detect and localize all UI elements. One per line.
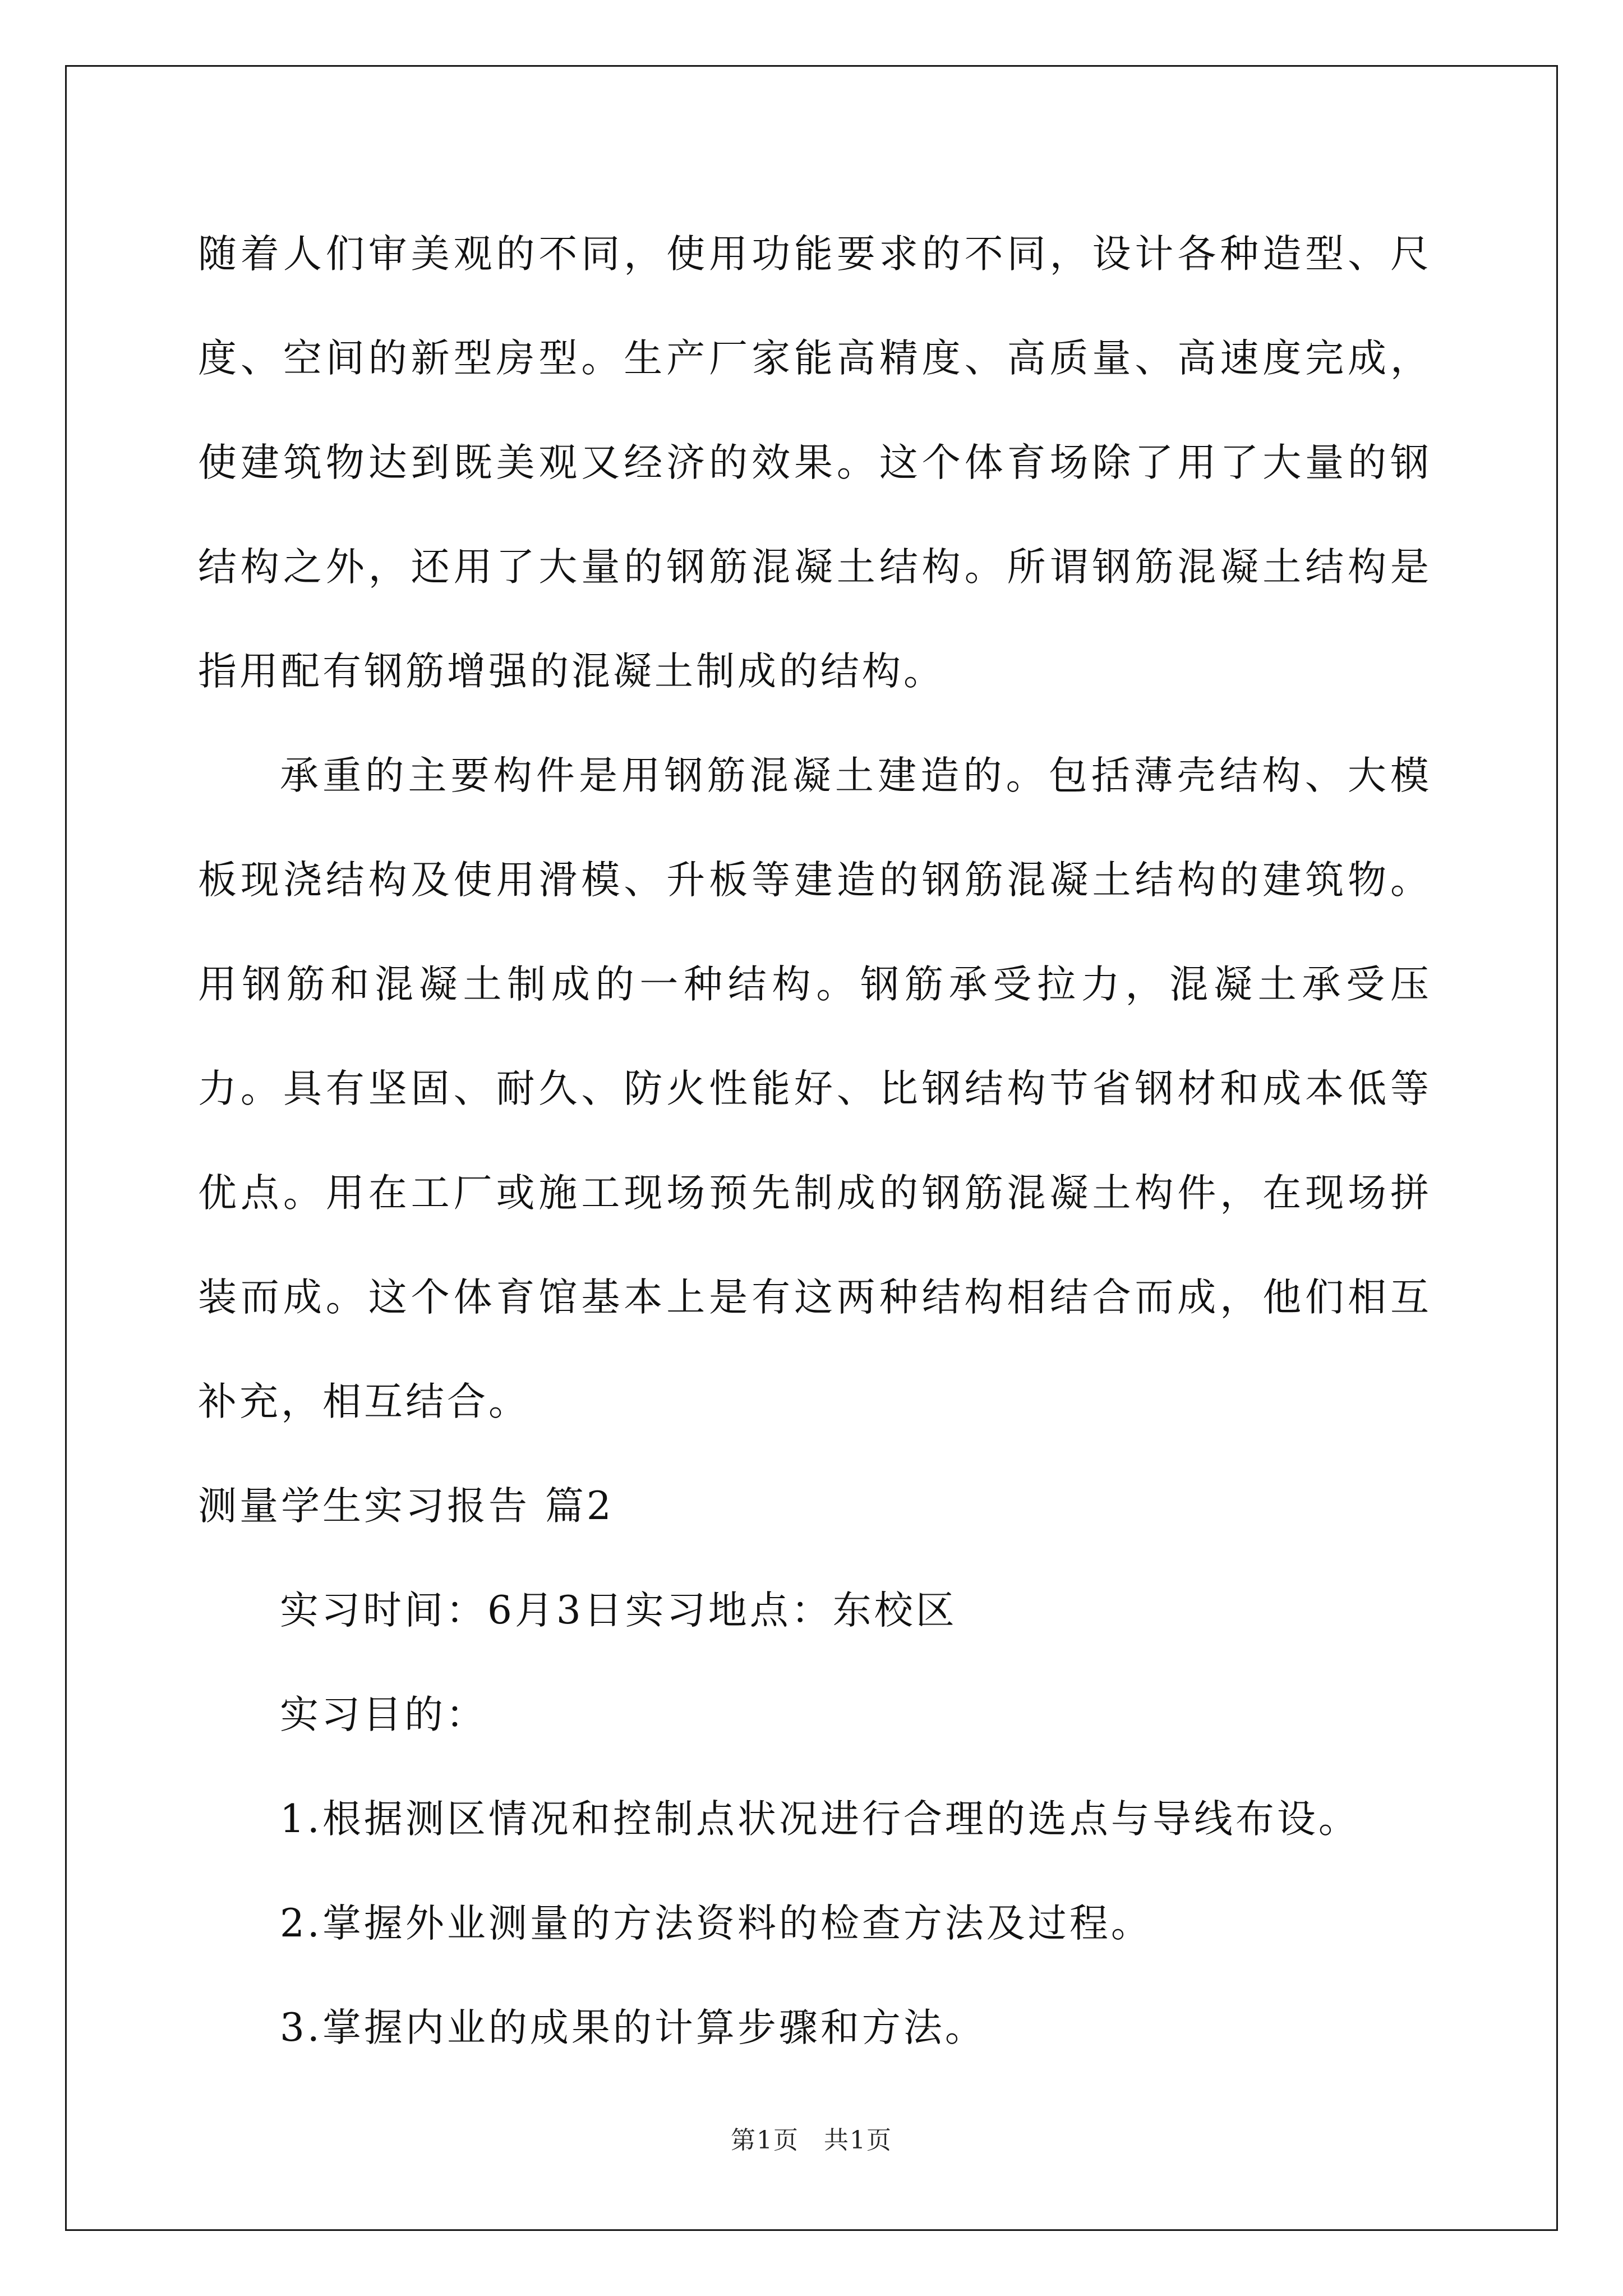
- paragraph-objective-label: 实习目的：: [280, 1692, 487, 1737]
- paragraph-steel-concrete-intro: 随着人们审美观的不同，使用功能要求的不同，设计各种造型、尺度、空间的新型房型。生产厂家能高精度、高质量、高速度完成，使建筑物达到既美观又经济的效果。这个体育场除了用了大量的钢结构之外，还用了大量的钢筋混凝土结构。所谓钢筋混凝土结构是指用配有钢筋增强的混凝土制成的结构。: [198, 232, 1432, 694]
- paragraph-load-bearing: 承重的主要构件是用钢筋混凝土建造的。包括薄壳结构、大模板现浇结构及使用滑模、升板等建造的钢筋混凝土结构的建筑物。用钢筋和混凝土制成的一种结构。钢筋承受拉力，混凝土承受压力。具有坚固、耐久、防火性能好、比钢结构节省钢材和成本低等优点。用在工厂或施工现场预先制成的钢筋混凝土构件，在现场拼装而成。这个体育馆基本上是有这两种结构相结合而成，他们相互补充，相互结合。: [198, 753, 1432, 1424]
- paragraph-time-location: 实习时间：6月3日实习地点：东校区: [280, 1588, 957, 1633]
- page-total: 共1页: [824, 2126, 892, 2155]
- document-body: [198, 202, 1432, 2080]
- page-footer: [0, 2124, 1623, 2157]
- list-item-objective-3: 3.掌握内业的成果的计算步骤和方法。: [280, 2005, 986, 2050]
- list-item-objective-2: 2.掌握外业测量的方法资料的检查方法及过程。: [280, 1901, 1152, 1946]
- section-heading: 测量学生实习报告 篇2: [198, 1484, 614, 1529]
- list-item-objective-1: 1.根据测区情况和控制点状况进行合理的选点与导线布设。: [280, 1797, 1360, 1842]
- page-number: 第1页: [731, 2126, 799, 2155]
